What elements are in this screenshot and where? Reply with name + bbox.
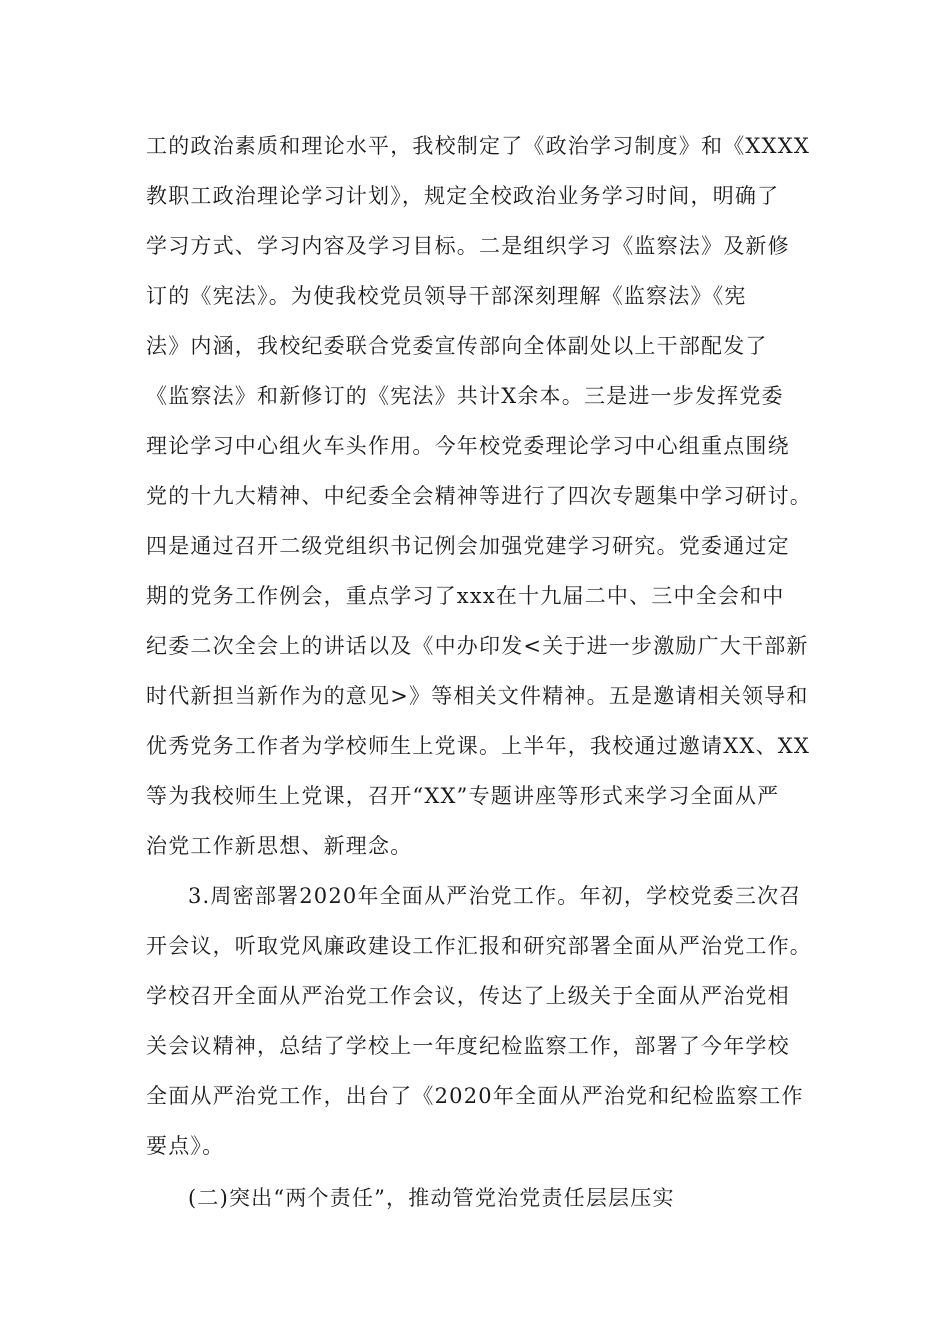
body-text-line: 法》内涵，我校纪委联合党委宣传部向全体副处以上干部配发了 (146, 334, 768, 358)
body-text-line: 理论学习中心组火车头作用。今年校党委理论学习中心组重点围绕 (146, 434, 790, 458)
body-text-line: 工的政治素质和理论水平，我校制定了《政治学习制度》和《XXXX (146, 134, 810, 158)
body-text-line: 教职工政治理论学习计划》，规定全校政治业务学习时间，明确了 (146, 184, 780, 208)
body-text-line: 全面从严治党工作，出台了《2020年全面从严治党和纪检监察工作 (146, 1084, 804, 1108)
body-text-line: 《监察法》和新修订的《宪法》共计X余本。三是进一步发挥党委 (146, 384, 784, 408)
body-text-line: 学习方式、学习内容及学习目标。二是组织学习《监察法》及新修 (146, 234, 790, 258)
body-text-line: 等为我校师生上党课，召开“XX”专题讲座等形式来学习全面从严 (146, 784, 780, 808)
body-text-line: 时代新担当新作为的意见>》等相关文件精神。五是邀请相关领导和 (146, 684, 809, 708)
body-text-line: 要点》。 (146, 1134, 225, 1158)
body-text-line: 开会议，听取党风廉政建设工作汇报和研究部署全面从严治党工作。 (146, 934, 812, 958)
body-text-line: 党的十九大精神、中纪委全会精神等进行了四次专题集中学习研讨。 (146, 484, 812, 508)
body-text-line: 期的党务工作例会，重点学习了xxx在十九届二中、三中全会和中 (146, 584, 785, 608)
body-text-line: 四是通过召开二级党组织书记例会加强党建学习研究。党委通过定 (146, 534, 790, 558)
body-text-line: 订的《宪法》。为使我校党员领导干部深刻理解《监察法》《宪 (146, 284, 747, 308)
section-heading: (二)突出“两个责任”，推动管党治党责任层层压实 (188, 1186, 675, 1210)
body-text-line: 治党工作新思想、新理念。 (146, 834, 413, 858)
paragraph-start-line: 3.周密部署2020年全面从严治党工作。年初，学校党委三次召 (188, 884, 802, 908)
body-text-line: 纪委二次全会上的讲话以及《中办印发<关于进一步激励广大干部新 (146, 634, 809, 658)
body-text-line: 关会议精神，总结了学校上一年度纪检监察工作，部署了今年学校 (146, 1034, 790, 1058)
body-text-line: 学校召开全面从严治党工作会议，传达了上级关于全面从严治党相 (146, 984, 790, 1008)
body-text-line: 优秀党务工作者为学校师生上党课。上半年，我校通过邀请XX、XX (146, 734, 810, 758)
